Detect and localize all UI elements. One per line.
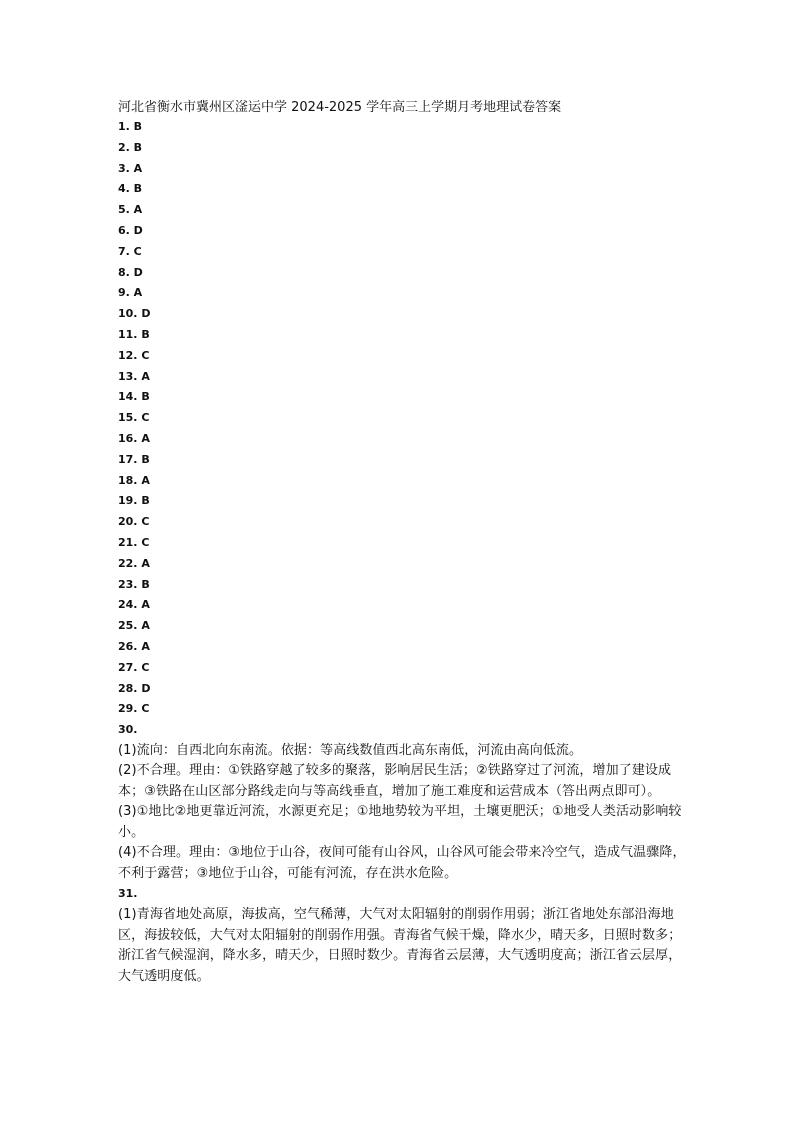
answer-3: 3. A <box>118 161 143 175</box>
answer-15: 15. C <box>118 411 150 425</box>
answer-23: 23. B <box>118 577 150 591</box>
answer-10: 10. D <box>118 307 151 321</box>
answer-24: 24. A <box>118 598 150 612</box>
answer-19: 19. B <box>118 494 150 508</box>
answer-21: 21. C <box>118 535 150 549</box>
answer-20: 20. C <box>118 515 150 529</box>
answer-27: 27. C <box>118 660 150 674</box>
answer-29: 29. C <box>118 702 150 716</box>
question-30-number: 30. <box>118 723 138 737</box>
question-30-part-2: (2)不合理。理由：①铁路穿越了较多的聚落，影响居民生活；②铁路穿过了河流，增加了建设成本；③铁路在山区部分路线走向与等高线垂直，增加了施工难度和运营成本（答出两点即可）。 <box>118 763 672 799</box>
answer-28: 28. D <box>118 681 151 695</box>
answer-26: 26. A <box>118 639 150 653</box>
question-30-part-4: (4)不合理。理由：③地位于山谷，夜间可能有山谷风，山谷风可能会带来冷空气，造成气温骤降，不利于露营；③地位于山谷，可能有河流，存在洪水危险。 <box>118 845 686 881</box>
question-31-part-1: (1)青海省地处高原，海拔高，空气稀薄，大气对太阳辐射的削弱作用弱；浙江省地处东部沿海地区，海拔较低，大气对太阳辐射的削弱作用强。青海省气候干燥，降水少，晴天多，日照时数多；浙江省气候湿润，降水多，晴天少，日照时数少。青海省云层薄，大气透明度高；浙江省云层厚，大气透明度低。 <box>118 907 682 984</box>
answer-13: 13. A <box>118 369 150 383</box>
answer-2: 2. B <box>118 140 143 154</box>
answer-4: 4. B <box>118 182 143 196</box>
answer-7: 7. C <box>118 244 142 258</box>
answer-14: 14. B <box>118 390 150 404</box>
answer-8: 8. D <box>118 265 143 279</box>
question-31-number: 31. <box>118 887 138 901</box>
answer-list <box>118 117 688 720</box>
answer-18: 18. A <box>118 473 150 487</box>
answer-11: 11. B <box>118 327 150 341</box>
answer-16: 16. A <box>118 431 150 445</box>
answer-12: 12. C <box>118 348 150 362</box>
document-title: 河北省衡水市冀州区滏运中学 2024-2025 学年高三上学期月考地理试卷答案 <box>118 100 562 115</box>
answer-9: 9. A <box>118 286 143 300</box>
answer-document <box>118 99 688 987</box>
question-30-part-1: (1)流向：自西北向东南流。依据：等高线数值西北高东南低，河流由高向低流。 <box>118 742 583 758</box>
answer-6: 6. D <box>118 223 143 237</box>
answer-25: 25. A <box>118 619 150 633</box>
answer-22: 22. A <box>118 556 150 570</box>
answer-17: 17. B <box>118 452 150 466</box>
question-30-part-3: (3)①地比②地更靠近河流，水源更充足；①地地势较为平坦，土壤更肥沃；①地受人类活动影响较小。 <box>118 804 682 840</box>
answer-1: 1. B <box>118 120 143 133</box>
answer-5: 5. A <box>118 203 143 217</box>
